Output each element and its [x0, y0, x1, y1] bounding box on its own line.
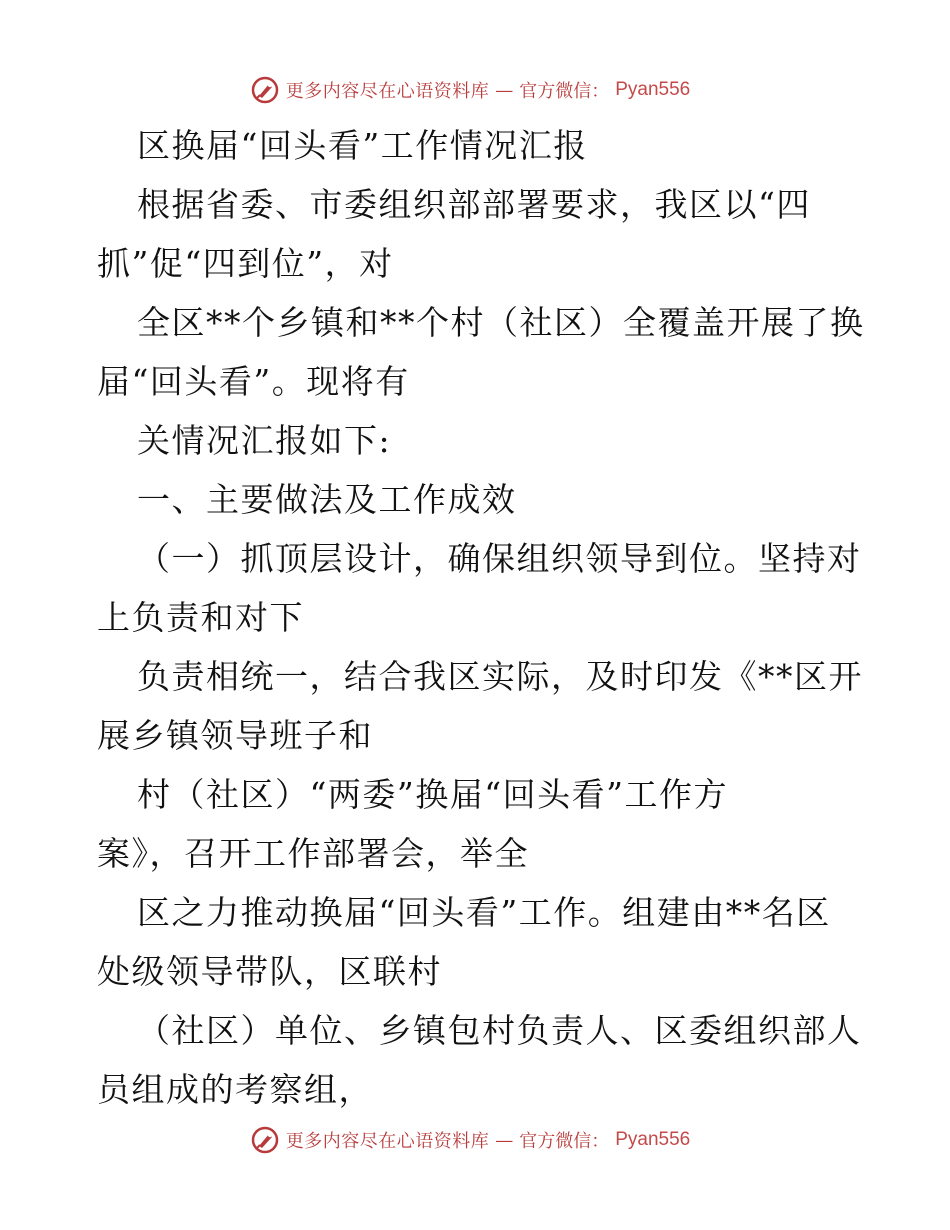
paragraph-line: 上负责和对下: [97, 598, 304, 637]
paragraph-line: 村（社区）“两委”换届“回头看”工作方: [137, 775, 728, 814]
watermark-separator: —: [495, 1129, 514, 1151]
subsection-heading: （一）抓顶层设计，确保组织领导到位。坚持对: [137, 539, 862, 578]
document-title: 区换届“回头看”工作情况汇报: [137, 126, 588, 165]
footer-watermark-banner: [0, 1120, 950, 1160]
paragraph-line: 员组成的考察组，: [97, 1070, 373, 1109]
paragraph-line: 处级领导带队，区联村: [97, 952, 442, 991]
watermark-handle: Pyan556: [615, 79, 691, 100]
paragraph-line: 全区**个乡镇和**个村（社区）全覆盖开展了换: [137, 303, 865, 342]
watermark-text: 更多内容尽在心语资料库: [285, 1131, 490, 1152]
watermark-official-label: 官方微信：: [519, 81, 610, 102]
watermark-text: 更多内容尽在心语资料库: [285, 81, 490, 102]
paragraph-line: 届“回头看”。现将有: [97, 362, 410, 401]
header-watermark-banner: [0, 70, 950, 110]
paragraph-line: （社区）单位、乡镇包村负责人、区委组织部人: [137, 1011, 862, 1050]
paragraph-line: 案》，召开工作部署会，举全: [97, 834, 529, 873]
paragraph-line: 负责相统一，结合我区实际，及时印发《**区开: [137, 657, 863, 696]
pen-nib-logo-icon: [250, 1125, 280, 1155]
watermark-separator: —: [495, 79, 514, 101]
paragraph-line: 抓”促“四到位”，对: [97, 244, 394, 283]
paragraph-line: 根据省委、市委组织部部署要求，我区以“四: [137, 185, 811, 224]
section-heading: 一、主要做法及工作成效: [137, 480, 517, 519]
paragraph-line: 关情况汇报如下:: [137, 421, 392, 460]
watermark-handle: Pyan556: [615, 1129, 691, 1150]
paragraph-line: 展乡镇领导班子和: [97, 716, 373, 755]
paragraph-line: 区之力推动换届“回头看”工作。组建由**名区: [137, 893, 831, 932]
watermark-official-label: 官方微信：: [519, 1131, 610, 1152]
pen-nib-logo-icon: [250, 75, 280, 105]
